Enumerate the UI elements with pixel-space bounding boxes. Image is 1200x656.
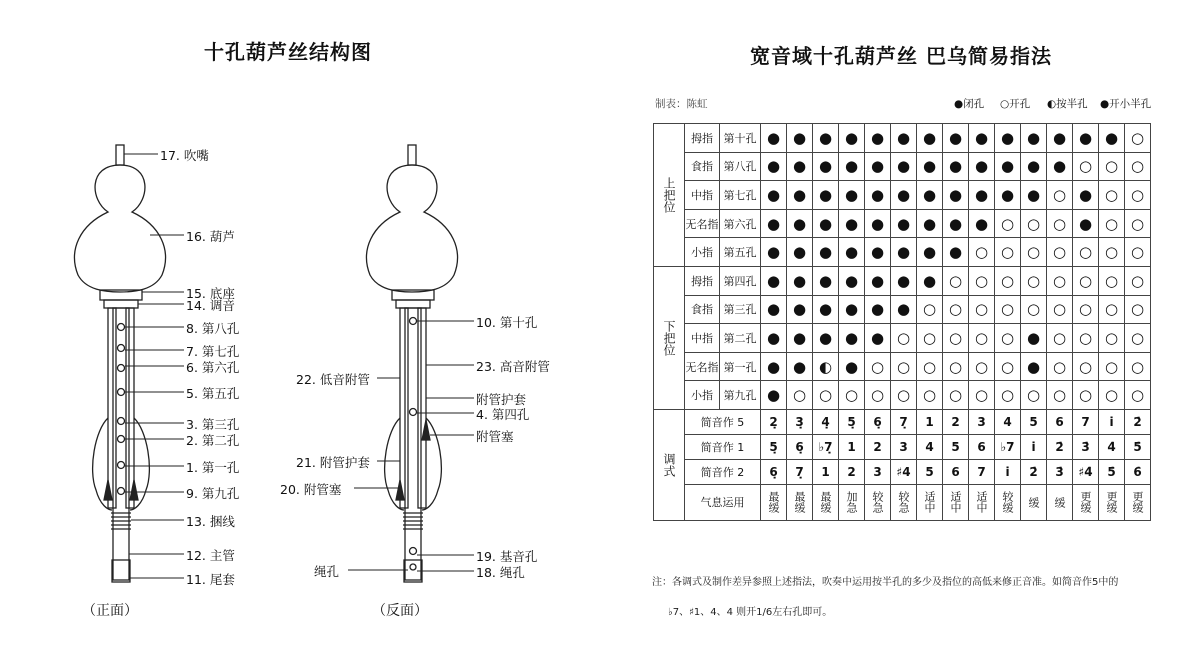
fingering-cell: ○ <box>1073 324 1099 353</box>
fingering-cell: ● <box>787 352 813 381</box>
fingering-cell: ○ <box>891 352 917 381</box>
note-cell: 3 <box>891 434 917 459</box>
label-string-hole: 绳孔 <box>314 564 340 579</box>
label-hole-10: 10. 第十孔 <box>476 315 538 330</box>
fingering-cell: ○ <box>1021 295 1047 324</box>
fingering-cell: ● <box>761 209 787 238</box>
note-cell: 3̇ <box>1047 459 1073 484</box>
finger-label: 食指 <box>685 152 720 181</box>
label-binding: 13. 捆线 <box>186 514 235 529</box>
hole-label: 第一孔 <box>720 352 761 381</box>
fingering-cell: ● <box>891 238 917 267</box>
finger-label: 中指 <box>685 324 720 353</box>
fingering-cell: ○ <box>969 324 995 353</box>
note-cell: 1 <box>917 409 943 434</box>
breath-cell: 适中 <box>917 484 943 520</box>
note-cell: 5 <box>943 434 969 459</box>
fingering-cell: ○ <box>969 266 995 295</box>
breath-cell: 加急 <box>839 484 865 520</box>
fingering-cell: ○ <box>1073 352 1099 381</box>
fingering-cell: ○ <box>1073 295 1099 324</box>
fingering-cell: ○ <box>891 324 917 353</box>
fingering-cell: ● <box>865 238 891 267</box>
fingering-cell: ○ <box>1047 381 1073 410</box>
fingering-cell: ● <box>1021 352 1047 381</box>
fingering-cell: ○ <box>943 352 969 381</box>
fingering-cell: ● <box>865 295 891 324</box>
fingering-table <box>653 123 1151 521</box>
note-cell: i <box>1099 409 1125 434</box>
legend-closed: ●闭孔 <box>954 98 985 110</box>
label-aux-plug: 附管塞 <box>476 429 514 444</box>
note-cell: 4 <box>917 434 943 459</box>
label-hole-7: 7. 第七孔 <box>186 344 240 359</box>
mode-label: 简音作 5 <box>685 409 761 434</box>
hole-label: 第三孔 <box>720 295 761 324</box>
fingering-cell: ● <box>917 181 943 210</box>
fingering-cell: ○ <box>891 381 917 410</box>
table-row <box>654 209 1151 238</box>
fingering-cell: ○ <box>995 324 1021 353</box>
note-cell: 3 <box>865 459 891 484</box>
fingering-cell: ○ <box>943 295 969 324</box>
fingering-cell: ○ <box>917 381 943 410</box>
fingering-cell: ○ <box>943 324 969 353</box>
fingering-cell: ○ <box>1099 324 1125 353</box>
fingering-cell: ○ <box>1099 181 1125 210</box>
fingering-cell: ● <box>813 124 839 153</box>
fingering-cell: ● <box>839 124 865 153</box>
fingering-cell: ○ <box>813 381 839 410</box>
note-cell: 1 <box>813 459 839 484</box>
table-row <box>654 459 1151 484</box>
breath-cell: 最缓 <box>787 484 813 520</box>
fingering-cell: ● <box>943 124 969 153</box>
fingering-cell: ● <box>995 181 1021 210</box>
note-cell: 2 <box>839 459 865 484</box>
finger-label: 小指 <box>685 238 720 267</box>
legend-small-half: ●开小半孔 <box>1100 98 1152 110</box>
breath-cell: 缓 <box>1021 484 1047 520</box>
note-cell: ♭7̣ <box>813 434 839 459</box>
fingering-cell: ○ <box>787 381 813 410</box>
hole-label: 第四孔 <box>720 266 761 295</box>
fingering-cell: ○ <box>1099 209 1125 238</box>
fingering-cell: ● <box>865 324 891 353</box>
fingering-cell: ● <box>787 209 813 238</box>
fingering-cell: ○ <box>1047 324 1073 353</box>
finger-label: 小指 <box>685 381 720 410</box>
structure-title: 十孔葫芦丝结构图 <box>204 40 372 64</box>
fingering-cell: ● <box>839 324 865 353</box>
fingering-cell: ○ <box>969 352 995 381</box>
fingering-cell: ● <box>761 124 787 153</box>
breath-cell: 更缓 <box>1099 484 1125 520</box>
finger-label: 无名指 <box>685 209 720 238</box>
fingering-cell: ● <box>891 209 917 238</box>
fingering-cell: ● <box>917 124 943 153</box>
label-base-hole: 19. 基音孔 <box>476 549 538 564</box>
fingering-cell: ○ <box>943 381 969 410</box>
label-gourd: 16. 葫芦 <box>186 229 235 244</box>
fingering-cell: ○ <box>917 324 943 353</box>
label-aux-sleeve: 附管护套 <box>476 392 527 407</box>
note-cell: 6̇ <box>1125 459 1151 484</box>
fingering-cell: ● <box>813 152 839 181</box>
fingering-cell: ○ <box>1125 381 1151 410</box>
note-line-1: 注：各调式及制作差异参照上述指法，吹奏中运用按半孔的多少及指位的高低来修正音准。如简音作5中的 <box>652 577 1119 588</box>
note-cell: 7 <box>1073 409 1099 434</box>
finger-label: 食指 <box>685 295 720 324</box>
note-cell: 3̣ <box>787 409 813 434</box>
fingering-cell: ● <box>1073 209 1099 238</box>
note-cell: 2̇ <box>1047 434 1073 459</box>
note-line-2: ♭7、♯1、4、4 则开1/6左右孔即可。 <box>668 607 833 618</box>
note-cell: 6̣ <box>761 459 787 484</box>
table-row <box>654 352 1151 381</box>
fingering-cell: ○ <box>1125 352 1151 381</box>
fingering-cell: ● <box>839 209 865 238</box>
label-string-hole-18: 18. 绳孔 <box>476 565 525 580</box>
breath-cell: 较急 <box>865 484 891 520</box>
fingering-cell: ○ <box>995 266 1021 295</box>
fingering-cell: ○ <box>995 352 1021 381</box>
legend-open: ○开孔 <box>1000 98 1031 110</box>
breath-cell: 更缓 <box>1073 484 1099 520</box>
front-caption: （正面） <box>82 603 138 619</box>
legend-half: ◐按半孔 <box>1047 98 1088 110</box>
fingering-cell: ● <box>813 295 839 324</box>
fingering-cell: ● <box>839 238 865 267</box>
fingering-cell: ● <box>761 324 787 353</box>
note-cell: 7̣ <box>891 409 917 434</box>
group-mode: 调式 <box>654 409 685 520</box>
fingering-cell: ○ <box>1047 352 1073 381</box>
label-hole-4: 4. 第四孔 <box>476 407 530 422</box>
note-cell: 5̣ <box>839 409 865 434</box>
note-cell: ♭7 <box>995 434 1021 459</box>
fingering-cell: ○ <box>1125 295 1151 324</box>
mode-label: 简音作 2 <box>685 459 761 484</box>
group-lower: 下把位 <box>654 266 685 409</box>
breath-cell: 适中 <box>943 484 969 520</box>
fingering-cell: ○ <box>1125 124 1151 153</box>
fingering-cell: ● <box>761 238 787 267</box>
fingering-cell: ○ <box>1099 238 1125 267</box>
fingering-cell: ● <box>839 295 865 324</box>
table-row <box>654 266 1151 295</box>
chart-author: 制表：陈虹 <box>655 98 708 110</box>
fingering-cell: ● <box>1047 124 1073 153</box>
mode-label: 简音作 1 <box>685 434 761 459</box>
fingering-cell: ○ <box>1125 266 1151 295</box>
fingering-cell: ○ <box>1047 295 1073 324</box>
note-cell: 4 <box>995 409 1021 434</box>
fingering-cell: ● <box>787 238 813 267</box>
label-hole-3: 3. 第三孔 <box>186 417 240 432</box>
note-cell: 7̣ <box>787 459 813 484</box>
fingering-cell: ● <box>761 381 787 410</box>
label-tail-cap: 11. 尾套 <box>186 572 235 587</box>
fingering-cell: ● <box>865 209 891 238</box>
label-hole-2: 2. 第二孔 <box>186 433 240 448</box>
note-cell: ♯4 <box>891 459 917 484</box>
fingering-cell: ○ <box>1099 152 1125 181</box>
finger-label: 拇指 <box>685 124 720 153</box>
hole-label: 第五孔 <box>720 238 761 267</box>
fingering-cell: ● <box>969 209 995 238</box>
fingering-cell: ● <box>813 209 839 238</box>
table-row <box>654 484 1151 520</box>
label-hole-9: 9. 第九孔 <box>186 486 240 501</box>
label-hole-1: 1. 第一孔 <box>186 460 240 475</box>
fingering-cell: ● <box>787 181 813 210</box>
fingering-cell: ○ <box>943 266 969 295</box>
fingering-cell: ○ <box>969 295 995 324</box>
label-hole-5: 5. 第五孔 <box>186 386 240 401</box>
hole-label: 第八孔 <box>720 152 761 181</box>
fingering-cell: ● <box>943 181 969 210</box>
breath-cell: 较缓 <box>995 484 1021 520</box>
fingering-cell: ● <box>891 152 917 181</box>
finger-label: 中指 <box>685 181 720 210</box>
fingering-title: 宽音域十孔葫芦丝 巴乌简易指法 <box>750 44 1052 68</box>
breath-cell: 最缓 <box>761 484 787 520</box>
back-caption: （反面） <box>372 603 428 619</box>
note-cell: 4̣ <box>813 409 839 434</box>
fingering-cell: ● <box>761 266 787 295</box>
fingering-cell: ◐ <box>813 352 839 381</box>
fingering-cell: ● <box>917 209 943 238</box>
fingering-cell: ● <box>865 266 891 295</box>
fingering-cell: ○ <box>1099 352 1125 381</box>
fingering-cell: ● <box>787 124 813 153</box>
fingering-cell: ● <box>891 266 917 295</box>
fingering-cell: ● <box>917 266 943 295</box>
label-aux-plug-20: 20. 附管塞 <box>280 482 342 497</box>
fingering-cell: ● <box>969 181 995 210</box>
fingering-cell: ○ <box>865 381 891 410</box>
label-aux-sleeve-21: 21. 附管护套 <box>296 455 370 470</box>
fingering-cell: ○ <box>995 381 1021 410</box>
fingering-cell: ○ <box>1021 266 1047 295</box>
note-cell: 6 <box>1047 409 1073 434</box>
fingering-cell: ○ <box>969 381 995 410</box>
note-cell: 2̣ <box>761 409 787 434</box>
group-upper: 上把位 <box>654 124 685 267</box>
fingering-cell: ● <box>787 152 813 181</box>
fingering-cell: ○ <box>1021 381 1047 410</box>
fingering-cell: ● <box>891 295 917 324</box>
fingering-cell: ● <box>995 124 1021 153</box>
table-row <box>654 295 1151 324</box>
table-row <box>654 238 1151 267</box>
note-cell: 7 <box>969 459 995 484</box>
fingering-cell: ● <box>1073 124 1099 153</box>
fingering-cell: ● <box>865 124 891 153</box>
fingering-cell: ○ <box>969 238 995 267</box>
note-cell: 6 <box>943 459 969 484</box>
fingering-cell: ○ <box>995 295 1021 324</box>
fingering-cell: ● <box>761 295 787 324</box>
table-row <box>654 381 1151 410</box>
note-cell: 2 <box>943 409 969 434</box>
fingering-cell: ○ <box>1047 266 1073 295</box>
hole-label: 第二孔 <box>720 324 761 353</box>
breath-cell: 较急 <box>891 484 917 520</box>
note-cell: 2 <box>865 434 891 459</box>
fingering-cell: ● <box>943 152 969 181</box>
fingering-cell: ○ <box>839 381 865 410</box>
breath-cell: 适中 <box>969 484 995 520</box>
fingering-cell: ○ <box>1125 238 1151 267</box>
hole-label: 第六孔 <box>720 209 761 238</box>
fingering-cell: ○ <box>1073 152 1099 181</box>
fingering-cell: ● <box>839 266 865 295</box>
fingering-cell: ● <box>891 124 917 153</box>
breath-cell: 最缓 <box>813 484 839 520</box>
fingering-cell: ○ <box>995 209 1021 238</box>
note-cell: 5̇ <box>1125 434 1151 459</box>
finger-label: 拇指 <box>685 266 720 295</box>
label-high-aux-pipe: 23. 高音附管 <box>476 359 550 374</box>
fingering-cell: ● <box>943 238 969 267</box>
note-cell: i <box>1021 434 1047 459</box>
fingering-cell: ○ <box>1125 324 1151 353</box>
fingering-cell: ○ <box>1125 209 1151 238</box>
fingering-cell: ● <box>1073 181 1099 210</box>
note-cell: i <box>995 459 1021 484</box>
label-hole-6: 6. 第六孔 <box>186 360 240 375</box>
fingering-cell: ○ <box>917 352 943 381</box>
fingering-cell: ○ <box>1073 238 1099 267</box>
fingering-cell: ○ <box>1047 209 1073 238</box>
fingering-cell: ● <box>969 152 995 181</box>
fingering-cell: ● <box>1021 124 1047 153</box>
table-row <box>654 181 1151 210</box>
fingering-cell: ○ <box>1047 181 1073 210</box>
fingering-cell: ● <box>865 152 891 181</box>
fingering-cell: ● <box>787 324 813 353</box>
fingering-cell: ● <box>917 238 943 267</box>
label-main-pipe: 12. 主管 <box>186 548 235 563</box>
front-instrument <box>75 145 166 582</box>
fingering-cell: ● <box>943 209 969 238</box>
note-cell: 6̣ <box>787 434 813 459</box>
fingering-cell: ● <box>761 152 787 181</box>
hole-label: 第十孔 <box>720 124 761 153</box>
fingering-cell: ● <box>1047 152 1073 181</box>
note-cell: 2̇ <box>1021 459 1047 484</box>
label-hole-8: 8. 第八孔 <box>186 321 240 336</box>
note-cell: 5̇ <box>1099 459 1125 484</box>
table-row <box>654 409 1151 434</box>
label-mouthpiece: 17. 吹嘴 <box>160 148 209 163</box>
fingering-cell: ○ <box>1099 266 1125 295</box>
note-cell: 2̇ <box>1125 409 1151 434</box>
fingering-cell: ○ <box>1125 152 1151 181</box>
fingering-cell: ● <box>813 181 839 210</box>
note-cell: 5 <box>917 459 943 484</box>
note-cell: ♯4̇ <box>1073 459 1099 484</box>
fingering-cell: ● <box>839 152 865 181</box>
fingering-cell: ○ <box>1099 381 1125 410</box>
fingering-cell: ● <box>787 266 813 295</box>
fingering-cell: ● <box>761 181 787 210</box>
label-base: 15. 底座 <box>186 286 235 301</box>
note-cell: 5 <box>1021 409 1047 434</box>
table-row <box>654 324 1151 353</box>
fingering-cell: ● <box>839 352 865 381</box>
note-cell: 3̇ <box>1073 434 1099 459</box>
fingering-cell: ○ <box>1099 295 1125 324</box>
fingering-cell: ● <box>1099 124 1125 153</box>
fingering-cell: ○ <box>1125 181 1151 210</box>
fingering-cell: ○ <box>1073 266 1099 295</box>
fingering-cell: ● <box>969 124 995 153</box>
fingering-cell: ○ <box>865 352 891 381</box>
table-row <box>654 124 1151 153</box>
hole-label: 第七孔 <box>720 181 761 210</box>
breath-cell: 缓 <box>1047 484 1073 520</box>
fingering-cell: ● <box>839 181 865 210</box>
fingering-cell: ○ <box>1073 381 1099 410</box>
note-cell: 5̣ <box>761 434 787 459</box>
fingering-cell: ● <box>1021 181 1047 210</box>
note-cell: 1 <box>839 434 865 459</box>
fingering-cell: ● <box>891 181 917 210</box>
fingering-cell: ○ <box>995 238 1021 267</box>
label-low-aux-pipe: 22. 低音附管 <box>296 372 370 387</box>
fingering-cell: ● <box>995 152 1021 181</box>
note-cell: 4̇ <box>1099 434 1125 459</box>
note-cell: 3 <box>969 409 995 434</box>
breath-label: 气息运用 <box>685 484 761 520</box>
hole-label: 第九孔 <box>720 381 761 410</box>
fingering-cell: ● <box>813 238 839 267</box>
label-tuning: 14. 调音 <box>186 298 235 313</box>
table-row <box>654 434 1151 459</box>
table-row <box>654 152 1151 181</box>
note-cell: 6 <box>969 434 995 459</box>
fingering-cell: ● <box>1021 152 1047 181</box>
fingering-cell: ● <box>917 152 943 181</box>
fingering-cell: ● <box>761 352 787 381</box>
fingering-cell: ● <box>1021 324 1047 353</box>
breath-cell: 更缓 <box>1125 484 1151 520</box>
back-instrument <box>367 145 458 582</box>
fingering-cell: ● <box>865 181 891 210</box>
finger-label: 无名指 <box>685 352 720 381</box>
fingering-cell: ● <box>787 295 813 324</box>
fingering-cell: ● <box>813 266 839 295</box>
fingering-cell: ○ <box>917 295 943 324</box>
fingering-cell: ○ <box>1021 238 1047 267</box>
note-cell: 6̣ <box>865 409 891 434</box>
fingering-cell: ○ <box>1047 238 1073 267</box>
fingering-cell: ● <box>813 324 839 353</box>
fingering-cell: ○ <box>1021 209 1047 238</box>
